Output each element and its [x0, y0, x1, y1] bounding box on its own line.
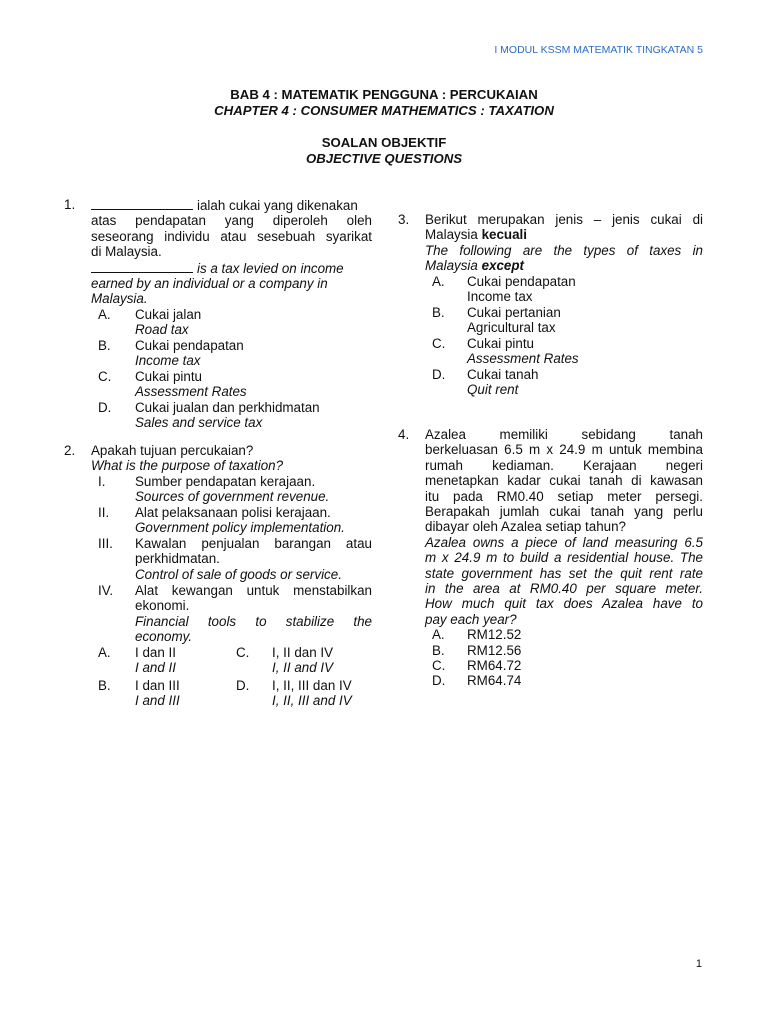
- answer-blank: [91, 260, 193, 273]
- option-b[interactable]: [425, 305, 703, 336]
- statement-text: Kawalan penjualan barangan atau: [135, 535, 372, 551]
- option-text-en: Road tax: [135, 322, 189, 338]
- option-c[interactable]: [425, 658, 703, 673]
- option-text: I dan III: [135, 677, 180, 693]
- q2-options: [91, 645, 372, 711]
- option-a[interactable]: [425, 274, 703, 305]
- option-letter: C.: [236, 644, 250, 660]
- option-text: Cukai tanah: [467, 366, 539, 382]
- option-text-en: Agricultural tax: [467, 320, 556, 336]
- statement-text: ekonomi.: [135, 598, 190, 614]
- stem-line-en: m x 24.9 m to build a residential house. The: [425, 550, 703, 566]
- stem-line: atas pendapatan yang diperoleh oleh: [91, 213, 372, 229]
- option-text: Cukai jalan: [135, 306, 202, 322]
- option-text: Cukai pintu: [467, 335, 534, 351]
- option-text: Cukai pertanian: [467, 304, 561, 320]
- stem-line: di Malaysia.: [91, 244, 162, 260]
- option-letter: D.: [432, 673, 446, 689]
- stem-line-en: pay each year?: [425, 611, 517, 627]
- answer-blank: [91, 197, 193, 210]
- stem-line: Malaysia: [425, 227, 478, 243]
- option-text-en: Quit rent: [467, 382, 519, 398]
- option-text-en: Assessment Rates: [467, 351, 579, 367]
- option-text: I, II dan IV: [272, 644, 334, 660]
- option-text-en: Income tax: [467, 289, 533, 305]
- option-letter: A.: [432, 627, 445, 643]
- option-letter: C.: [432, 335, 446, 351]
- option-text-en: I, II, III and IV: [272, 693, 352, 709]
- option-letter: A.: [432, 273, 445, 289]
- statement-text: Alat pelaksanaan polisi kerajaan.: [135, 504, 331, 520]
- option-d[interactable]: [425, 367, 703, 398]
- stem-line: Berapakah jumlah cukai tanah yang perlu: [425, 504, 703, 520]
- module-header: I MODUL KSSM MATEMATIK TINGKATAN 5: [494, 44, 703, 56]
- stem-line-en: is a tax levied on income: [197, 260, 344, 276]
- option-letter: B.: [432, 642, 445, 658]
- stem-line-en: How much quit tax does Azalea have to: [425, 596, 703, 612]
- option-letter: D.: [236, 677, 250, 693]
- question-number: 4.: [398, 427, 410, 442]
- stem-keyword-en: except: [481, 258, 525, 274]
- statement-iii: [91, 536, 372, 583]
- stem-line-en: Azalea owns a piece of land measuring 6.5: [425, 534, 703, 550]
- option-letter: C.: [98, 368, 112, 384]
- statement-text-en: Government policy implementation.: [135, 520, 345, 536]
- stem-line: Azalea memiliki sebidang tanah: [425, 427, 703, 442]
- section-title-en: OBJECTIVE QUESTIONS: [305, 151, 463, 166]
- stem-line: berkeluasan 6.5 m x 24.9 m untuk membina: [425, 442, 703, 458]
- question-number: 1.: [64, 197, 76, 212]
- chapter-title-ms: BAB 4 : MATEMATIK PENGGUNA : PERCUKAIAN: [230, 87, 538, 102]
- option-letter: A.: [98, 644, 111, 660]
- statement-text: Alat kewangan untuk menstabilkan: [135, 582, 372, 598]
- option-text: RM12.56: [467, 642, 522, 658]
- option-text: Cukai pintu: [135, 368, 202, 384]
- option-text: I dan II: [135, 644, 176, 660]
- stem-line: Apakah tujuan percukaian?: [91, 443, 254, 458]
- option-letter: D.: [98, 399, 112, 415]
- stem-line-en: What is the purpose of taxation?: [91, 458, 284, 474]
- option-text-en: Assessment Rates: [135, 384, 247, 400]
- option-b[interactable]: [91, 338, 372, 369]
- option-letter: C.: [432, 658, 446, 674]
- stem-line-en: earned by an individual or a company in: [91, 276, 328, 292]
- option-letter: B.: [98, 677, 111, 693]
- statement-text-en: Financial tools to stabilize the: [135, 613, 372, 629]
- stem-line-en: state government has set the quit rent rate: [425, 565, 703, 581]
- stem-line: ialah cukai yang dikenakan: [197, 198, 358, 213]
- statement-text: perkhidmatan.: [135, 551, 220, 567]
- option-letter: B.: [98, 337, 111, 353]
- option-text-en: Sales and service tax: [135, 415, 263, 431]
- option-text: RM64.72: [467, 658, 522, 674]
- stem-line: seseorang individu atau sesebuah syarikat: [91, 228, 372, 244]
- option-d[interactable]: [425, 673, 703, 688]
- option-text: RM64.74: [467, 673, 522, 689]
- option-c[interactable]: [91, 369, 372, 400]
- statement-iv: [91, 583, 372, 645]
- stem-keyword: kecuali: [481, 227, 527, 243]
- statement-i: [91, 474, 372, 505]
- option-c[interactable]: [425, 336, 703, 367]
- option-text-en: Income tax: [135, 353, 201, 369]
- option-text: Cukai pendapatan: [467, 273, 576, 289]
- statement-ii: [91, 505, 372, 536]
- page-number: 1: [695, 958, 702, 970]
- section-title-ms: SOALAN OBJEKTIF: [321, 135, 447, 150]
- statement-text-en: Sources of government revenue.: [135, 489, 330, 505]
- stem-line: itu pada RM0.40 setiap meter persegi.: [425, 488, 703, 504]
- option-text-en: I and III: [135, 693, 180, 709]
- option-text-en: I and II: [135, 660, 176, 676]
- option-text: Cukai pendapatan: [135, 337, 244, 353]
- stem-line: dibayar oleh Azalea setiap tahun?: [425, 519, 627, 535]
- stem-line: rumah kediaman. Kerajaan negeri: [425, 457, 703, 473]
- chapter-title-en: CHAPTER 4 : CONSUMER MATHEMATICS : TAXATION: [214, 103, 554, 118]
- option-text-en: I, II and IV: [272, 660, 334, 676]
- statement-roman: IV.: [98, 582, 114, 598]
- option-text: Cukai jualan dan perkhidmatan: [135, 399, 320, 415]
- stem-line: menetapkan kadar cukai tanah di kawasan: [425, 473, 703, 489]
- option-letter: A.: [98, 306, 111, 322]
- option-a[interactable]: [91, 307, 372, 338]
- statement-text-en: Control of sale of goods or service.: [135, 566, 342, 582]
- stem-line-en: The following are the types of taxes in: [425, 242, 703, 258]
- stem-line-en: in the area at RM0.40 per square meter.: [425, 581, 703, 597]
- stem-line-en: Malaysia: [425, 258, 478, 274]
- stem-line: Berikut merupakan jenis – jenis cukai di: [425, 212, 703, 227]
- option-letter: D.: [432, 366, 446, 382]
- option-text: I, II, III dan IV: [272, 677, 352, 693]
- option-d[interactable]: [91, 400, 372, 431]
- statement-roman: III.: [98, 535, 113, 551]
- question-number: 3.: [398, 212, 410, 227]
- statement-text-en: economy.: [135, 629, 193, 645]
- option-letter: B.: [432, 304, 445, 320]
- question-number: 2.: [64, 443, 76, 458]
- option-b[interactable]: [425, 643, 703, 658]
- page-titles: [0, 87, 768, 167]
- option-a[interactable]: [425, 627, 703, 642]
- statement-roman: II.: [98, 504, 110, 520]
- statement-roman: I.: [98, 473, 106, 489]
- stem-line-en: Malaysia.: [91, 291, 148, 307]
- statement-text: Sumber pendapatan kerajaan.: [135, 473, 316, 489]
- option-text: RM12.52: [467, 627, 522, 643]
